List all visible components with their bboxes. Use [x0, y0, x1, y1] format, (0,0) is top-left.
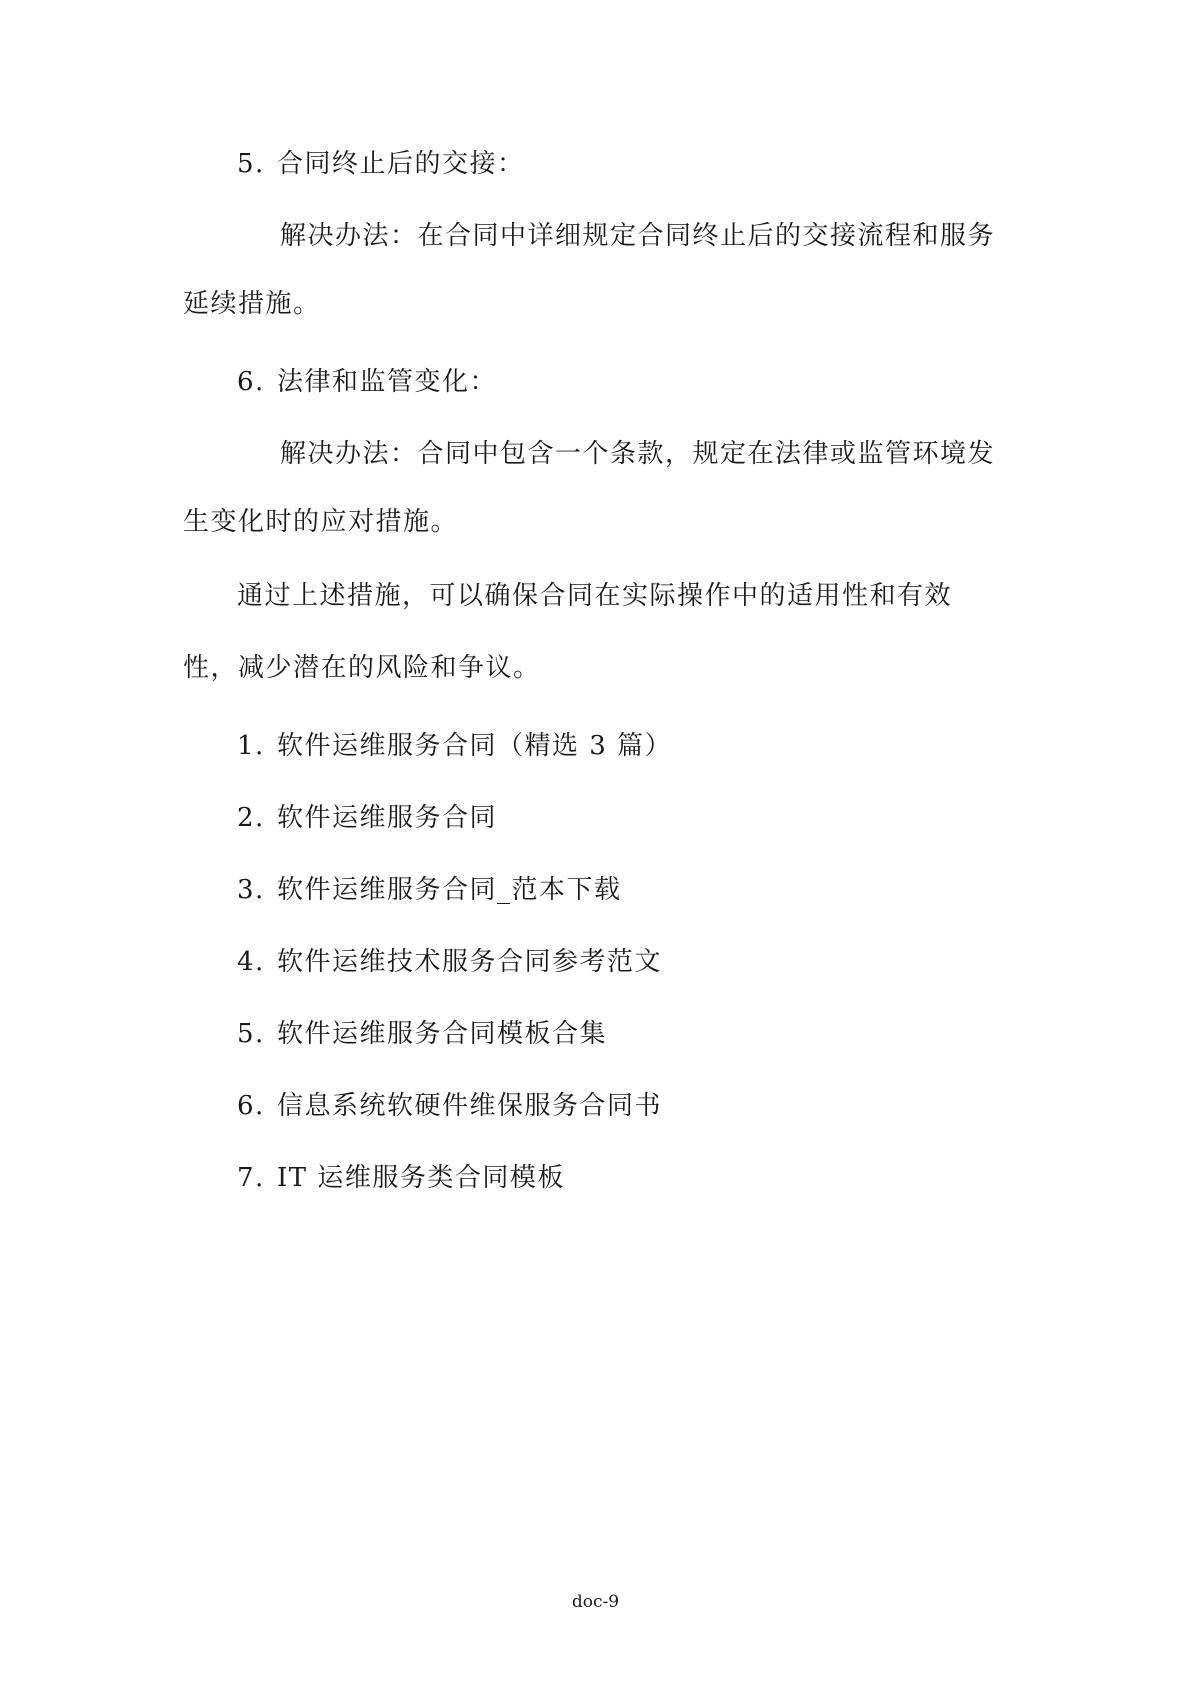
related-doc-item[interactable] [237, 728, 672, 764]
section-5-heading [237, 146, 525, 182]
related-doc-item[interactable] [237, 1016, 607, 1052]
related-doc-item[interactable] [237, 944, 662, 980]
related-doc-title: 信息系统软硬件维保服务合同书 [277, 1091, 663, 1121]
section-6-number: 6. [237, 367, 265, 397]
related-doc-number: 3. [237, 875, 265, 905]
related-doc-number: 5. [237, 1019, 265, 1049]
related-doc-title: 软件运维服务合同模板合集 [277, 1019, 608, 1049]
page-footer-label: doc-9 [571, 1592, 620, 1612]
section-6-solution-line-1: 解决办法：合同中包含一个条款，规定在法律或监管环境发 [280, 439, 996, 469]
related-doc-title: 软件运维服务合同 [277, 803, 498, 833]
related-doc-number: 4. [237, 947, 265, 977]
related-doc-title: IT 运维服务类合同模板 [277, 1163, 565, 1193]
related-doc-title: 软件运维服务合同（精选 3 篇） [277, 731, 673, 761]
related-doc-number: 6. [237, 1091, 265, 1121]
related-doc-number: 7. [237, 1163, 265, 1193]
section-5-solution-line-2: 延续措施。 [183, 289, 321, 319]
related-doc-title: 软件运维技术服务合同参考范文 [277, 947, 663, 977]
related-doc-number: 2. [237, 803, 265, 833]
section-6-solution-line-2: 生变化时的应对措施。 [183, 507, 459, 537]
related-doc-item[interactable] [237, 1088, 662, 1124]
conclusion-line-2: 性，减少潜在的风险和争议。 [183, 653, 541, 683]
section-5-number: 5. [237, 149, 265, 179]
related-doc-item[interactable] [237, 1160, 565, 1196]
section-5-solution-line-1: 解决办法：在合同中详细规定合同终止后的交接流程和服务 [280, 221, 996, 251]
section-5-title: 合同终止后的交接： [277, 149, 525, 179]
related-doc-number: 1. [237, 731, 265, 761]
related-doc-item[interactable] [237, 800, 497, 836]
conclusion-line-1: 通过上述措施，可以确保合同在实际操作中的适用性和有效 [237, 581, 953, 611]
related-doc-title: 软件运维服务合同_范本下载 [277, 875, 622, 905]
section-6-heading [237, 364, 497, 400]
related-doc-item[interactable] [237, 872, 622, 908]
section-6-title: 法律和监管变化： [277, 367, 498, 397]
